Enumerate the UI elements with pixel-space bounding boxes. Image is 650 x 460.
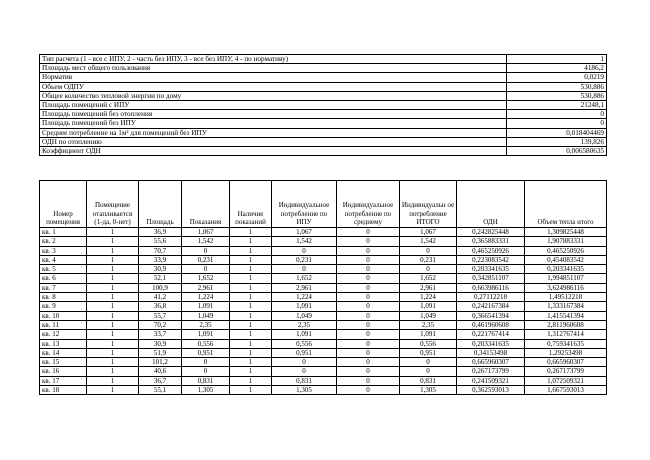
parameter-value: 530,886 [507,91,607,100]
table-cell: 0,27112218 [457,293,525,302]
table-cell: 1,907883331 [525,237,607,246]
parameter-value: 139,826 [507,137,607,146]
table-cell: 55,7 [139,311,182,320]
table-cell: кв. 3 [40,246,87,255]
table-cell: 0,556 [400,339,457,348]
table-cell: 33,9 [139,255,182,264]
table-row [40,376,607,385]
table-cell: 1,049 [182,311,230,320]
table-cell: кв. 2 [40,237,87,246]
table-cell: 0,759341635 [525,339,607,348]
table-cell: 0,221767414 [457,330,525,339]
table-cell: 1 [87,274,139,283]
table-cell: 0 [400,367,457,376]
apartments-heat-table [39,180,607,395]
table-row [40,320,607,329]
table-cell: 0 [337,330,400,339]
table-cell: 2,961 [400,283,457,292]
table-cell: 1 [87,237,139,246]
parameter-row [40,55,607,64]
table-cell: 101,2 [139,358,182,367]
table-cell: 0 [337,358,400,367]
table-cell: 0,203341635 [457,265,525,274]
table-header-row [40,181,607,228]
table-cell: кв. 17 [40,376,87,385]
table-cell: 2,35 [272,320,337,329]
table-row [40,367,607,376]
table-cell: 1,305 [272,386,337,395]
table-cell: 1 [87,283,139,292]
table-cell: 0,242167384 [457,302,525,311]
table-cell: 0,665960307 [457,358,525,367]
parameter-row [40,110,607,119]
table-cell: 0 [272,367,337,376]
table-cell: 0,362593013 [457,386,525,395]
parameter-label: Площадь помещений без отопления [40,110,507,119]
table-cell: 0 [337,265,400,274]
table-cell: 1,224 [272,293,337,302]
table-cell: 1 [230,386,272,395]
parameter-label: Площадь помещений с ИПУ [40,101,507,110]
table-cell: 0,267173799 [525,367,607,376]
table-cell: 0,203341635 [525,265,607,274]
table-cell: 2,811960608 [525,320,607,329]
table-cell: 1 [87,255,139,264]
table-cell: 0 [337,293,400,302]
table-cell: 1,652 [400,274,457,283]
table-cell: 1 [87,320,139,329]
table-cell: 1 [87,311,139,320]
table-cell: 0,461960608 [457,320,525,329]
table-cell: 0 [400,265,457,274]
table-row [40,386,607,395]
table-cell: 0 [337,274,400,283]
table-cell: 0 [182,246,230,255]
table-cell: 1 [230,358,272,367]
parameter-row [40,64,607,73]
table-cell: 0 [182,358,230,367]
table-cell: 1 [87,376,139,385]
table-cell: 0 [337,348,400,357]
table-cell: 0 [400,358,457,367]
parameter-row [40,91,607,100]
table-cell: 1,312767414 [525,330,607,339]
table-cell: кв. 12 [40,330,87,339]
table-row [40,293,607,302]
table-cell: 0,231 [182,255,230,264]
table-cell: 1 [230,311,272,320]
table-cell: 30,9 [139,339,182,348]
table-cell: 0,231 [400,255,457,264]
table-cell: 1,994851107 [525,274,607,283]
table-cell: 1 [230,255,272,264]
table-cell: 1 [87,293,139,302]
table-cell: 0,366541394 [457,311,525,320]
table-cell: 1 [87,348,139,357]
table-cell: 2,35 [182,320,230,329]
table-cell: кв. 11 [40,320,87,329]
table-cell: 1 [230,302,272,311]
table-cell: кв. 16 [40,367,87,376]
table-cell: 1 [87,302,139,311]
table-cell: 0 [182,265,230,274]
parameter-value: 21248,1 [507,101,607,110]
parameter-row [40,82,607,91]
table-cell: 1 [230,293,272,302]
table-cell: 1,072509321 [525,376,607,385]
table-cell: 1 [230,228,272,237]
table-cell: кв. 5 [40,265,87,274]
table-cell: 1 [230,274,272,283]
parameter-row [40,119,607,128]
table-cell: кв. 15 [40,358,87,367]
parameter-row [40,128,607,137]
table-cell: 0,465250926 [525,246,607,255]
column-header: Помещение отапливается (1-да, 0-нет) [87,181,139,228]
table-cell: 1,067 [400,228,457,237]
table-cell: 0,951 [272,348,337,357]
table-cell: кв. 13 [40,339,87,348]
table-cell: 1,091 [272,330,337,339]
table-cell: 0 [337,376,400,385]
table-cell: 0 [337,237,400,246]
parameter-label: Объем ОДПУ [40,82,507,91]
table-cell: 1,224 [182,293,230,302]
table-cell: 1 [87,339,139,348]
table-cell: 0 [337,367,400,376]
table-row [40,228,607,237]
column-header: Показания [182,181,230,228]
table-cell: 52,1 [139,274,182,283]
table-cell: 1 [230,283,272,292]
table-cell: 2,961 [272,283,337,292]
table-cell: 0,267173799 [457,367,525,376]
parameter-value: 0 [507,119,607,128]
table-cell: 0,465250926 [457,246,525,255]
table-cell: кв. 18 [40,386,87,395]
table-cell: 0,242825448 [457,228,525,237]
table-cell: 0,951 [182,348,230,357]
parameter-label: ОДН по отоплению [40,137,507,146]
table-cell: 41,2 [139,293,182,302]
column-header: Индивидуальное потребление по среднему [337,181,400,228]
table-cell: 0,454083542 [525,255,607,264]
table-cell: 0,665960307 [525,358,607,367]
table-cell: 0 [400,246,457,255]
table-cell: 1,667593013 [525,386,607,395]
column-header: Индивидуальное потребление по ИПУ [272,181,337,228]
parameter-value: 0,0219 [507,73,607,82]
parameter-value: 0,018404469 [507,128,607,137]
table-cell: 0 [337,311,400,320]
table-row [40,358,607,367]
table-cell: 0,203341635 [457,339,525,348]
parameter-label: Площадь мест общего пользования [40,64,507,73]
parameter-value: 0 [507,110,607,119]
parameter-label: Площадь помещений без ИПУ [40,119,507,128]
table-cell: 1,542 [182,237,230,246]
table-cell: 36,9 [139,228,182,237]
column-header: Площадь [139,181,182,228]
table-cell: 0,663986116 [457,283,525,292]
table-row [40,339,607,348]
table-cell: 0 [337,246,400,255]
table-cell: кв. 6 [40,274,87,283]
table-cell: 1,091 [400,330,457,339]
parameter-row [40,147,607,156]
table-cell: 1 [87,246,139,255]
table-cell: 2,35 [400,320,457,329]
table-row [40,255,607,264]
table-cell: 3,624986116 [525,283,607,292]
table-cell: 0 [337,339,400,348]
table-cell: 0,231 [272,255,337,264]
table-cell: 1,652 [182,274,230,283]
table-cell: 1 [230,237,272,246]
table-row [40,265,607,274]
parameter-label: Среднее потребление на 1м² для помещений без ИПУ [40,128,507,137]
table-cell: 1,049 [400,311,457,320]
table-cell: 1,305 [182,386,230,395]
parameter-row [40,73,607,82]
table-cell: 70,7 [139,246,182,255]
table-cell: 0,556 [182,339,230,348]
table-row [40,311,607,320]
table-cell: 36,8 [139,302,182,311]
table-cell: 0,365883331 [457,237,525,246]
table-cell: 1,29253498 [525,348,607,357]
table-cell: 1,542 [400,237,457,246]
table-cell: 1 [87,367,139,376]
table-row [40,348,607,357]
table-cell: кв. 1 [40,228,87,237]
table-cell: 0,951 [400,348,457,357]
table-cell: 0,831 [182,376,230,385]
table-cell: 1,49512218 [525,293,607,302]
parameter-value: 4186,2 [507,64,607,73]
table-cell: 1 [87,228,139,237]
table-cell: 0 [337,283,400,292]
parameter-label: Общее количество тепловой энергии по дому [40,91,507,100]
column-header: Наличие показаний [230,181,272,228]
table-row [40,283,607,292]
table-cell: 1 [230,367,272,376]
table-cell: 1,091 [272,302,337,311]
table-cell: 1 [230,348,272,357]
table-cell: 1,333167384 [525,302,607,311]
parameter-value: 1 [507,55,607,64]
calculation-parameters-table [39,54,607,156]
table-cell: 1 [230,330,272,339]
parameter-label: Тип расчета (1 - все с ИПУ, 2 - часть без ИПУ, 3 - все без ИПУ, 4 - по нормативу) [40,55,507,64]
table-cell: 1,067 [272,228,337,237]
table-cell: 0,241509321 [457,376,525,385]
table-cell: 0,556 [272,339,337,348]
table-cell: 1 [87,358,139,367]
parameter-value: 530,886 [507,82,607,91]
table-cell: 1,305 [400,386,457,395]
table-cell: 1,309825448 [525,228,607,237]
column-header: Номер помещения [40,181,87,228]
table-cell: 55,1 [139,386,182,395]
table-cell: 36,7 [139,376,182,385]
table-cell: 0 [272,246,337,255]
table-cell: 1,049 [272,311,337,320]
table-cell: 55,6 [139,237,182,246]
table-row [40,246,607,255]
table-cell: кв. 7 [40,283,87,292]
table-cell: 0,223083542 [457,255,525,264]
table-cell: 0,34153498 [457,348,525,357]
table-cell: 1,542 [272,237,337,246]
table-cell: 0 [337,228,400,237]
parameter-label: Коэффициент ОДН [40,147,507,156]
table-cell: кв. 4 [40,255,87,264]
table-cell: 0 [337,320,400,329]
table-row [40,330,607,339]
table-cell: 1 [87,265,139,274]
table-cell: кв. 8 [40,293,87,302]
table-cell: 30,9 [139,265,182,274]
table-cell: 0 [182,367,230,376]
table-cell: 1,224 [400,293,457,302]
table-cell: 0,831 [400,376,457,385]
table-cell: 1 [87,386,139,395]
table-cell: 1 [230,265,272,274]
table-cell: 0,342851107 [457,274,525,283]
table-row [40,237,607,246]
table-cell: кв. 10 [40,311,87,320]
table-cell: 0 [272,265,337,274]
column-header: Индивидуальн ое потребление ИТОГО [400,181,457,228]
column-header: ОДН [457,181,525,228]
table-cell: 33,7 [139,330,182,339]
table-cell: 70,2 [139,320,182,329]
parameter-row [40,137,607,146]
table-cell: 1 [230,246,272,255]
table-cell: 1,091 [182,330,230,339]
table-cell: 1,091 [400,302,457,311]
table-cell: кв. 14 [40,348,87,357]
table-row [40,274,607,283]
table-cell: 0 [337,255,400,264]
table-cell: 0 [337,386,400,395]
table-cell: 1,067 [182,228,230,237]
table-cell: 0 [337,302,400,311]
table-cell: 40,6 [139,367,182,376]
parameter-value: 0,006580635 [507,147,607,156]
table-cell: 1 [230,376,272,385]
table-cell: 51,9 [139,348,182,357]
table-cell: 1 [87,330,139,339]
table-cell: кв. 9 [40,302,87,311]
column-header: Объем тепла итого [525,181,607,228]
table-cell: 1 [230,320,272,329]
table-cell: 100,9 [139,283,182,292]
table-row [40,302,607,311]
parameter-label: Норматив [40,73,507,82]
table-cell: 1,415541394 [525,311,607,320]
table-cell: 1 [230,339,272,348]
parameter-row [40,101,607,110]
table-cell: 2,961 [182,283,230,292]
table-cell: 1,652 [272,274,337,283]
table-cell: 0 [272,358,337,367]
table-cell: 1,091 [182,302,230,311]
table-cell: 0,831 [272,376,337,385]
